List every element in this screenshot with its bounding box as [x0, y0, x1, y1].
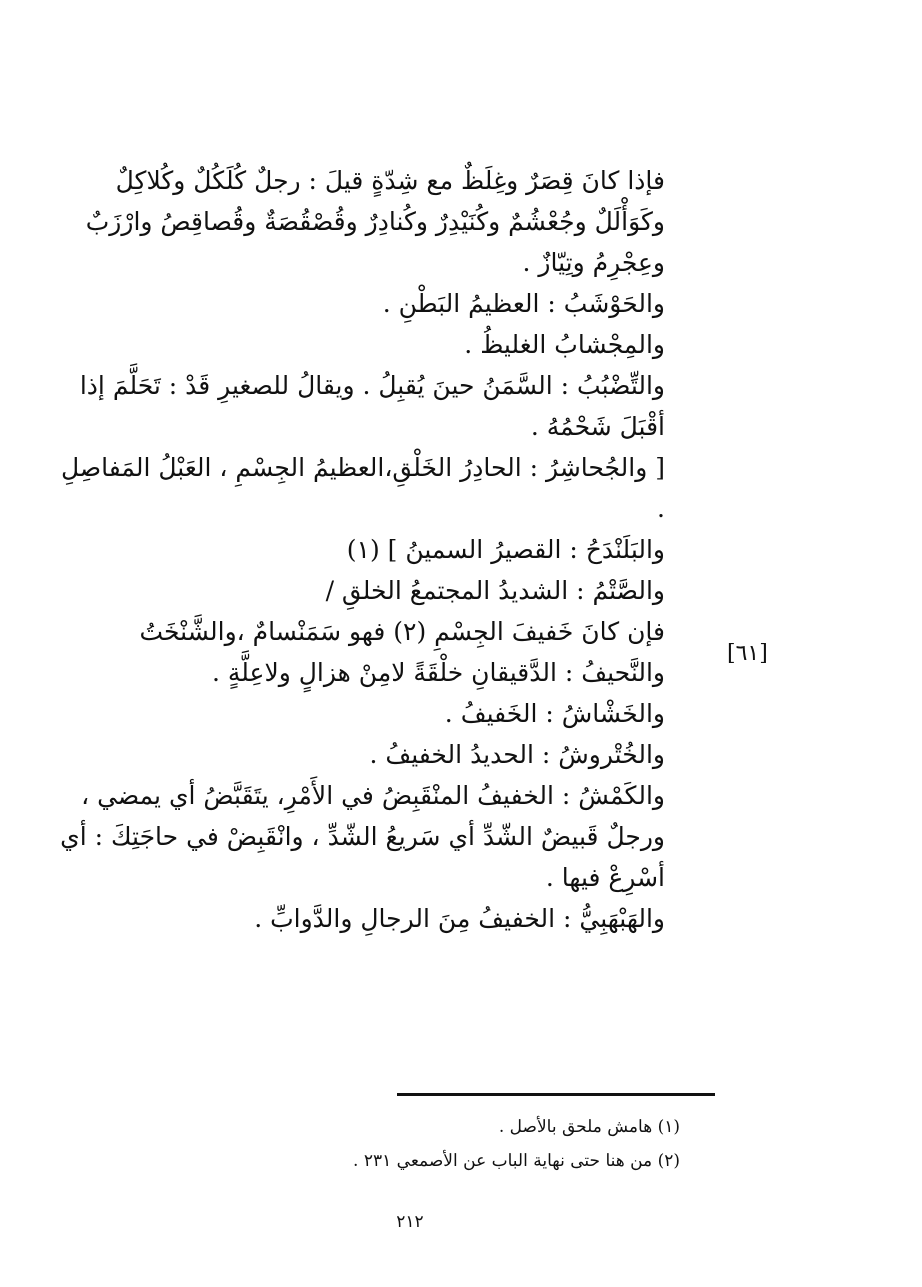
- paragraph-5: [ والجُحاشِرُ : الحادِرُ الخَلْقِ،العظيمُ الجِسْمِ ، العَبْلُ المَفاصِلِ .: [60, 453, 665, 523]
- paragraph-1: فإذا كانَ قِصَرٌ وغِلَظٌ مع شِدّةٍ قيلَ : رجلٌ كُلَكُلٌ وكُلاكِلٌ وكَوَأْلَلٌ وجُعْشُمٌ وكُنَيْدِرٌ وكُنادِرٌ وقُصْقُصَةٌ وقُصاقِصُ وارْزَبٌ وعِجْرِمُ وتِيّازٌ .: [85, 166, 665, 277]
- paragraph-2: والحَوْشَبُ : العظيمُ البَطْنِ .: [382, 289, 665, 318]
- main-text: [60, 160, 720, 939]
- paragraph-11: والكَمْشُ : الخفيفُ المنْقَبِضُ في الأَمْرِ، يتَقَبَّضُ أي يمضي ، ورجلٌ قَبيضٌ الشّدِّ أي سَريعُ الشّدِّ ، وانْقَبِضْ في حاجَتِكَ : أي أسْرِعْ فيها .: [60, 781, 665, 892]
- paragraph-4: والتِّضْبُبُ : السَّمَنُ حينَ يُقبِلُ . ويقالُ للصغيرِ قَدْ : تَحَلَّمَ إذا أقْبَلَ شَحْمُهُ .: [79, 371, 665, 441]
- footnote-1: (١) هامش ملحق بالأصل .: [498, 1117, 680, 1137]
- margin-page-reference: [٦١]: [727, 641, 768, 666]
- paragraph-12: والهَبْهَبِيُّ : الخفيفُ مِنَ الرجالِ والدَّوابِّ .: [254, 904, 665, 933]
- page-number: ٢١٢: [396, 1212, 424, 1232]
- footnote-2: (٢) من هنا حتى نهاية الباب عن الأصمعي ٢٣١ .: [353, 1151, 680, 1171]
- footnote-divider: [397, 1093, 715, 1096]
- paragraph-9: والخَشْاشُ : الخَفيفُ .: [444, 699, 665, 728]
- paragraph-8: فإن كانَ خَفيفَ الجِسْمِ (٢) فهو سَمَنْسامٌ ،والشَّنْخَتُ والنَّحيفُ : الدَّقيقانِ خلْقَةً لامِنْ هزالٍ ولاعِلَّةٍ .: [139, 617, 665, 687]
- paragraph-6: والبَلَنْدَحُ : القصيرُ السمينُ ] (١): [346, 535, 665, 564]
- footnotes: [300, 1110, 680, 1178]
- paragraph-10: والخُتْروشُ : الحديدُ الخفيفُ .: [369, 740, 665, 769]
- paragraph-7: والصَّتْمُ : الشديدُ المجتمعُ الخلقِ /: [325, 576, 665, 605]
- paragraph-3: والمِجْشابُ الغليظُ .: [464, 330, 665, 359]
